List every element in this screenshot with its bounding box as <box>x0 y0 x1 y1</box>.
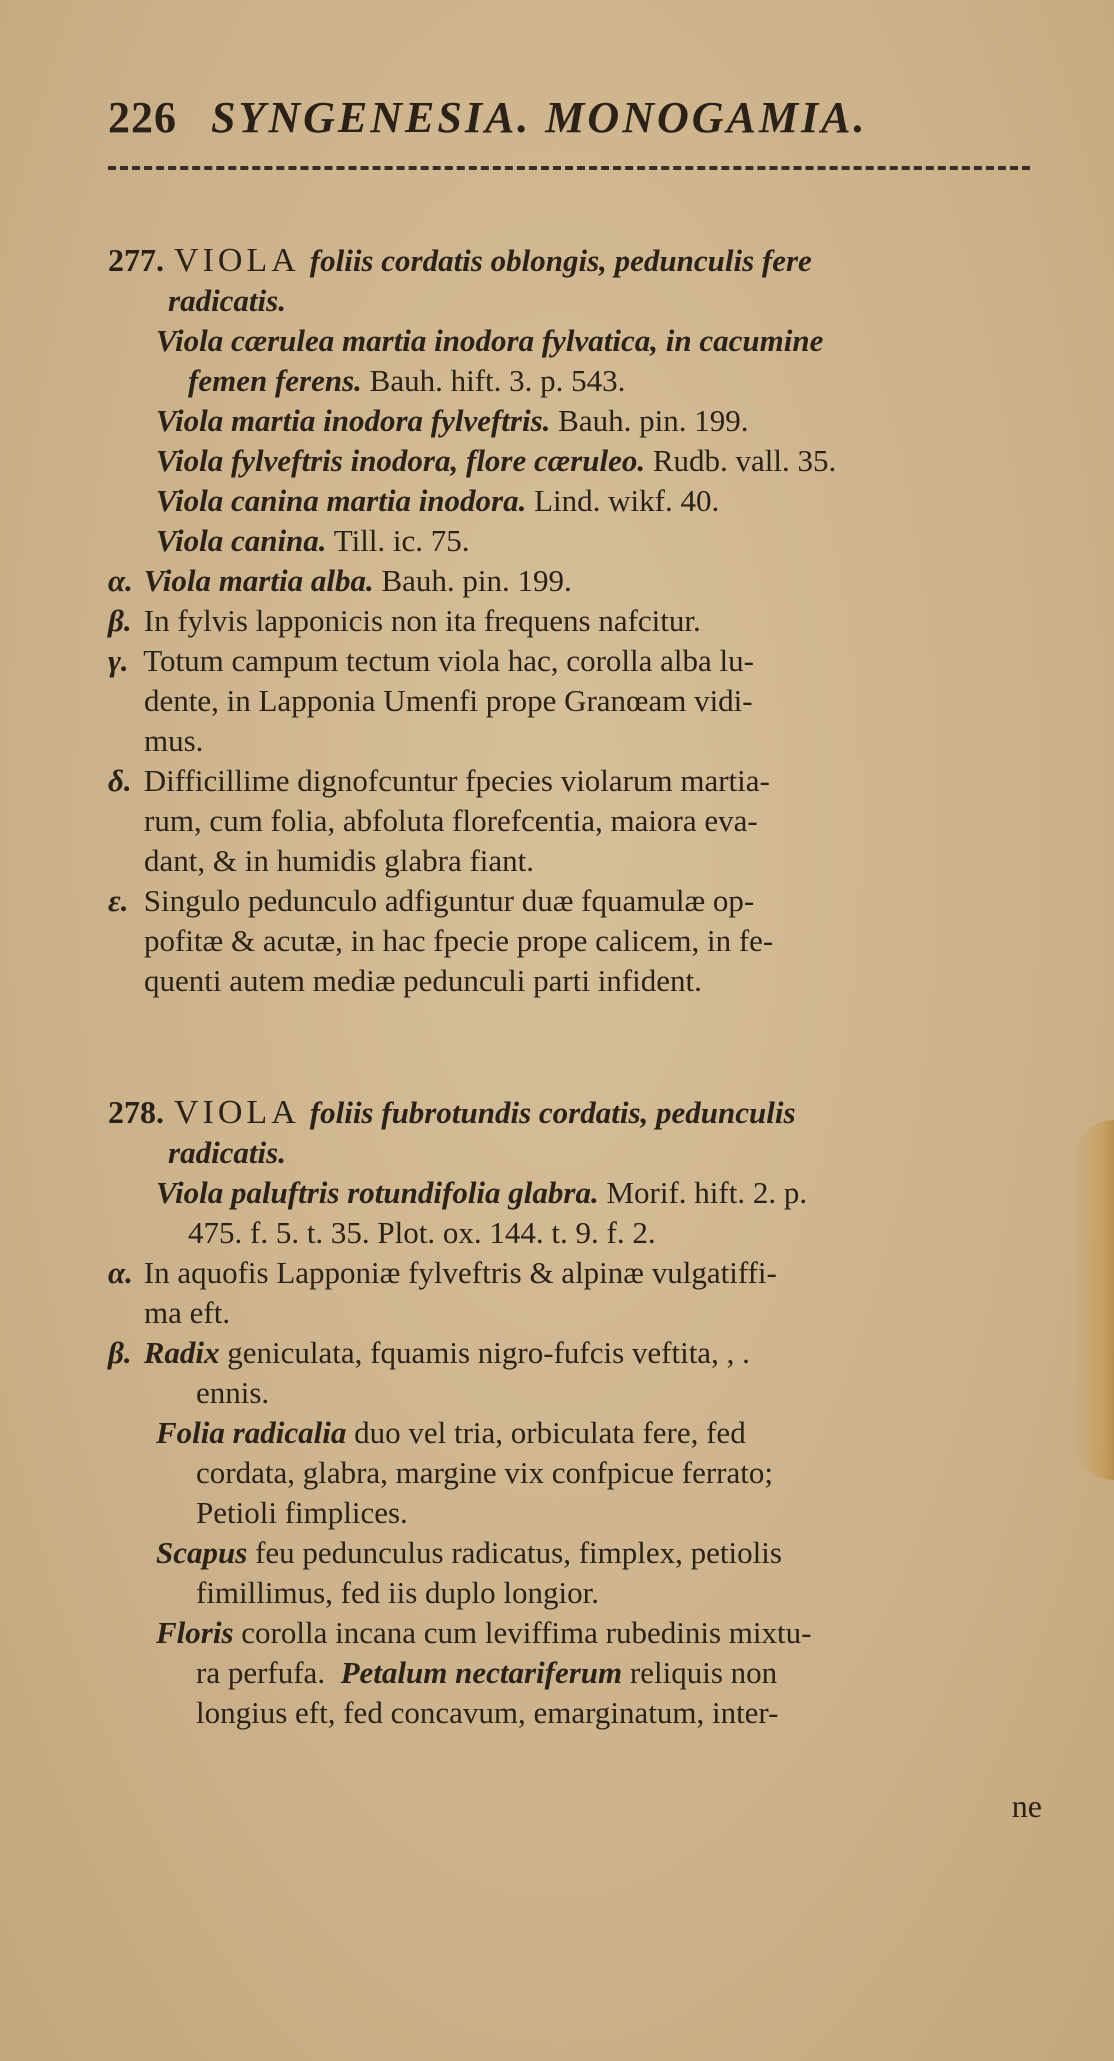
description-scapus-cont: fimillimus, fed iis duplo longior. <box>196 1575 599 1610</box>
note-alpha: α. In aquofis Lapponiæ fylveftris & alpinæ vulgatiffi- <box>108 1255 777 1290</box>
synonym-cont: femen ferens. Bauh. hift. 3. p. 543. <box>188 363 626 398</box>
description-floris-cont: longius eft, fed concavum, emarginatum, inter- <box>196 1695 779 1730</box>
variety-alpha: α. Viola martia alba. Bauh. pin. 199. <box>108 563 572 598</box>
diagnosis-cont: radicatis. <box>168 283 286 318</box>
note-delta: δ. Difficillime dignofcuntur fpecies violarum martia- <box>108 763 770 798</box>
entry-heading <box>108 240 1038 281</box>
description-folia-cont: cordata, glabra, margine vix confpicue ferrato; <box>196 1455 773 1490</box>
entry-277 <box>108 240 1038 1001</box>
synonym: Viola cærulea martia inodora fylvatica, in cacumine <box>156 323 824 358</box>
diagnosis: foliis fubrotundis cordatis, pedunculis <box>309 1095 796 1130</box>
page-number: 226 <box>108 93 177 142</box>
description-folia-cont: Petioli fimplices. <box>196 1495 408 1530</box>
description-scapus: Scapus feu pedunculus radicatus, fimplex, petiolis <box>156 1535 782 1570</box>
running-header <box>108 92 988 143</box>
entry-278 <box>108 1092 1038 1733</box>
reference: Lind. wikf. 40. <box>534 483 720 518</box>
synonym: Viola canina martia inodora. Lind. wikf. 40. <box>156 483 720 518</box>
reference: Morif. hift. 2. p. <box>606 1175 808 1210</box>
description-floris: Floris corolla incana cum leviffima rubedinis mixtu- <box>156 1615 812 1650</box>
running-title: SYNGENESIA. MONOGAMIA. <box>211 93 868 142</box>
synonym-cont <box>108 1213 1038 1253</box>
diagnosis: foliis cordatis oblongis, pedunculis fere <box>309 243 812 278</box>
reference: 475. f. 5. t. 35. Plot. ox. 144. t. 9. f. 2. <box>188 1215 656 1250</box>
synonym: Viola fylveftris inodora, flore cæruleo. Rudb. vall. 35. <box>156 443 837 478</box>
synonym: Viola paluftris rotundifolia glabra. Morif. hift. 2. p. <box>156 1175 808 1210</box>
entry-number: 277. <box>108 242 164 278</box>
note-epsilon-cont: pofitæ & acutæ, in hac fpecie prope calicem, in fe- <box>144 923 774 958</box>
synonym: Viola martia inodora fylveftris. Bauh. pin. 199. <box>156 403 749 438</box>
note-delta-cont: dant, & in humidis glabra fiant. <box>144 843 535 878</box>
note-beta: β. In fylvis lapponicis non ita frequens nafcitur. <box>108 603 701 638</box>
note-delta-cont: rum, cum folia, abfoluta florefcentia, maiora eva- <box>144 803 758 838</box>
reference: Till. ic. 75. <box>333 523 470 558</box>
note-epsilon-cont: quenti autem mediæ pedunculi parti infident. <box>144 963 702 998</box>
description-floris-cont: ra perfufa. Petalum nectariferum reliquis non <box>196 1655 778 1690</box>
header-rule <box>108 166 1030 170</box>
reference: Rudb. vall. 35. <box>652 443 837 478</box>
note-gamma: γ. Totum campum tectum viola hac, corolla alba lu- <box>108 643 754 678</box>
entry-number: 278. <box>108 1094 164 1130</box>
description-folia: Folia radicalia duo vel tria, orbiculata fere, fed <box>156 1415 746 1450</box>
page-stain <box>1074 1120 1114 1480</box>
reference: Bauh. hift. 3. p. 543. <box>369 363 626 398</box>
reference: Bauh. pin. 199. <box>558 403 749 438</box>
synonym: Viola canina. Till. ic. 75. <box>156 523 470 558</box>
note-beta-cont: ennis. <box>196 1375 270 1410</box>
note-epsilon: ε. Singulo pedunculo adfiguntur duæ fquamulæ op- <box>108 883 755 918</box>
genus-name: VIOLA <box>174 1094 300 1131</box>
note-gamma-cont: mus. <box>144 723 204 758</box>
entry-heading <box>108 1092 1038 1133</box>
note-beta: β. Radix geniculata, fquamis nigro-fufcis veftita, , . <box>108 1335 750 1370</box>
genus-name: VIOLA <box>174 242 300 279</box>
catchword: ne <box>1011 1788 1042 1824</box>
note-gamma-cont: dente, in Lapponia Umenfi prope Granœam vidi- <box>144 683 753 718</box>
diagnosis-cont: radicatis. <box>168 1135 286 1170</box>
note-alpha-cont: ma eft. <box>144 1295 231 1330</box>
